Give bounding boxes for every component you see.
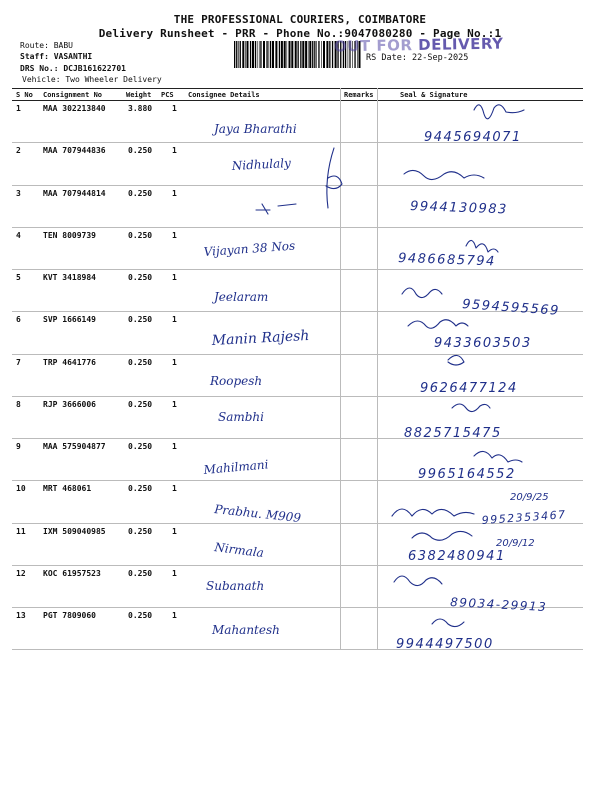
handwritten-phone: 9944497500: [396, 637, 494, 652]
row-consignment-no: IXM 509040985: [43, 526, 106, 536]
row-sno: 12: [16, 568, 26, 578]
handwritten-phone: 8825715475: [404, 426, 502, 441]
company-title: THE PROFESSIONAL COURIERS, COIMBATORE: [173, 13, 427, 26]
row-sno: 5: [16, 273, 21, 282]
row-consignment-no: TRP 4641776: [43, 357, 96, 367]
row-pcs: 1: [172, 357, 177, 367]
route-label: Route: BABU: [20, 41, 73, 50]
row-consignment-no: PGT 7809060: [43, 611, 96, 620]
row-rule: [12, 396, 583, 397]
row-rule: [12, 565, 583, 566]
row-pcs: 1: [172, 399, 177, 409]
row-weight: 0.250: [128, 230, 153, 240]
row-sno: 7: [16, 357, 21, 367]
handwritten-phone: 6382480941: [408, 549, 506, 564]
row-pcs: 1: [172, 188, 177, 198]
handwritten-name: Roopesh: [210, 374, 263, 388]
row-rule: [12, 311, 583, 312]
row-sno: 3: [16, 188, 21, 198]
signature-4: [466, 240, 498, 252]
row-weight: 0.250: [128, 611, 153, 620]
signature-7: [448, 355, 464, 365]
signature-scribbles: [256, 105, 524, 627]
row-rule: [12, 269, 583, 270]
row-pcs: 1: [172, 568, 177, 578]
signature-6: [408, 320, 468, 329]
row-pcs: 1: [172, 484, 177, 494]
row-sno: 1: [16, 104, 21, 113]
row-consignment-no: SVP 1666149: [43, 315, 96, 325]
col-header-remarks: Remarks: [344, 91, 374, 99]
remarks-column-rule: [340, 88, 341, 649]
row-consignment-no: KOC 61957523: [43, 568, 101, 578]
handwritten-name: Jaya Bharathi: [214, 122, 297, 136]
handwritten-date: 20/9/25: [510, 492, 549, 503]
row-pcs: 1: [172, 273, 177, 282]
phones-ink: [396, 130, 567, 652]
row-sno: 10: [16, 484, 26, 494]
signature-9: [474, 451, 522, 462]
table-header-rule: [12, 100, 583, 101]
dash-mark: [256, 204, 296, 214]
row-rule: [12, 523, 583, 524]
staff-label: Staff: VASANTHI: [20, 52, 93, 61]
row-pcs: 1: [172, 315, 177, 325]
row-consignment-no: TEN 8009739: [43, 230, 96, 240]
row-rule: [12, 142, 583, 143]
handwritten-phone: 9965164552: [418, 467, 516, 482]
row-weight: 0.250: [128, 315, 153, 325]
signature-10: [392, 509, 474, 516]
col-header-consignee: Consignee Details: [188, 91, 260, 99]
handwritten-name: Mahilmani: [203, 457, 269, 477]
signature-column-rule: [377, 88, 378, 649]
handwritten-name: Manin Rajesh: [211, 327, 310, 349]
dates-ink: [496, 492, 549, 549]
row-sno: 4: [16, 230, 21, 240]
row-weight: 0.250: [128, 568, 153, 578]
row-sno: 6: [16, 315, 21, 325]
row-consignment-no: RJP 3666006: [43, 399, 96, 409]
handwritten-name: Mahantesh: [212, 623, 280, 637]
handwritten-phone: 9594595569: [461, 297, 561, 319]
row-consignment-no: MAA 707944814: [43, 188, 106, 198]
signature-5: [402, 288, 442, 298]
row-sno: 8: [16, 399, 21, 409]
handwritten-name: Sambhi: [218, 410, 265, 424]
row-sno: 13: [16, 611, 26, 620]
row-sno: 2: [16, 146, 21, 156]
handwritten-name: Jeelaram: [214, 290, 269, 304]
handwritten-name: Vijayan 38 Nos: [203, 238, 296, 259]
handwritten-name: Subanath: [206, 579, 265, 593]
handwritten-phone: 9944130983: [409, 199, 509, 218]
row-consignment-no: KVT 3418984: [43, 273, 96, 282]
row-consignment-no: MAA 302213840: [43, 104, 106, 113]
row-sno: 11: [16, 526, 26, 536]
row-weight: 0.250: [128, 273, 153, 282]
signature-8: [452, 404, 490, 412]
row-consignment-no: MAA 707944836: [43, 146, 106, 156]
row-rule: [12, 185, 583, 186]
row-weight: 0.250: [128, 399, 153, 409]
signature-11: [412, 531, 472, 540]
row-rule: [12, 354, 583, 355]
row-weight: 0.250: [128, 484, 153, 494]
row-rule: [12, 607, 583, 608]
row-pcs: 1: [172, 442, 177, 451]
row-rule: [12, 227, 583, 228]
signature-3: [404, 170, 484, 179]
handwritten-name: Nirmala: [213, 540, 265, 561]
row-pcs: 1: [172, 611, 177, 620]
row-consignment-no: MRT 468061: [43, 484, 92, 494]
row-rule: [12, 480, 583, 481]
row-weight: 3.880: [128, 104, 153, 113]
handwritten-name: Prabhu. M909: [213, 502, 302, 526]
row-rule: [12, 438, 583, 439]
row-rule: [12, 649, 583, 650]
rs-date: RS Date: 22-Sep-2025: [366, 53, 469, 63]
handwritten-phone: 9626477124: [420, 381, 518, 396]
row-sno: 9: [16, 442, 21, 451]
col-header-pcs: PCS: [161, 91, 174, 99]
row-pcs: 1: [172, 104, 177, 113]
row-pcs: 1: [172, 526, 177, 536]
row-pcs: 1: [172, 146, 177, 156]
handwritten-phone: 9486685794: [397, 251, 497, 270]
col-header-weight: Weight: [126, 91, 152, 99]
handwritten-phone: 9445694071: [424, 130, 522, 145]
col-header-consignment: Consignment No: [43, 91, 103, 99]
delivery-stamp: OUT FOR DELIVERY: [333, 34, 504, 56]
handwritten-phone: 9952353467: [481, 508, 568, 527]
handwritten-name: Nidhulaly: [231, 155, 292, 173]
row-weight: 0.250: [128, 146, 153, 156]
row-weight: 0.250: [128, 188, 153, 198]
signature-1: [474, 105, 524, 119]
runsheet-subtitle: Delivery Runsheet - PRR - Phone No.:9047080280 - Page No.:1: [98, 27, 502, 40]
handwritten-phone: 89034-29913: [449, 595, 548, 615]
handwritten-date: 20/9/12: [496, 538, 535, 549]
table-top-rule: [12, 88, 583, 89]
row-pcs: 1: [172, 230, 177, 240]
names-ink: [202, 122, 310, 637]
row-weight: 0.250: [128, 526, 153, 536]
signature-12: [394, 576, 442, 586]
row-weight: 0.250: [128, 357, 153, 367]
col-header-sno: S No: [16, 91, 33, 99]
handwritten-phone: 9433603503: [434, 336, 532, 351]
row-consignment-no: MAA 575904877: [43, 442, 106, 451]
signature-13: [432, 619, 464, 627]
vehicle-label: Vehicle: Two Wheeler Delivery: [22, 75, 162, 84]
col-header-signature: Seal & Signature: [400, 91, 468, 99]
row-weight: 0.250: [128, 442, 153, 451]
drs-number: DRS No.: DCJB161622701: [20, 64, 126, 73]
